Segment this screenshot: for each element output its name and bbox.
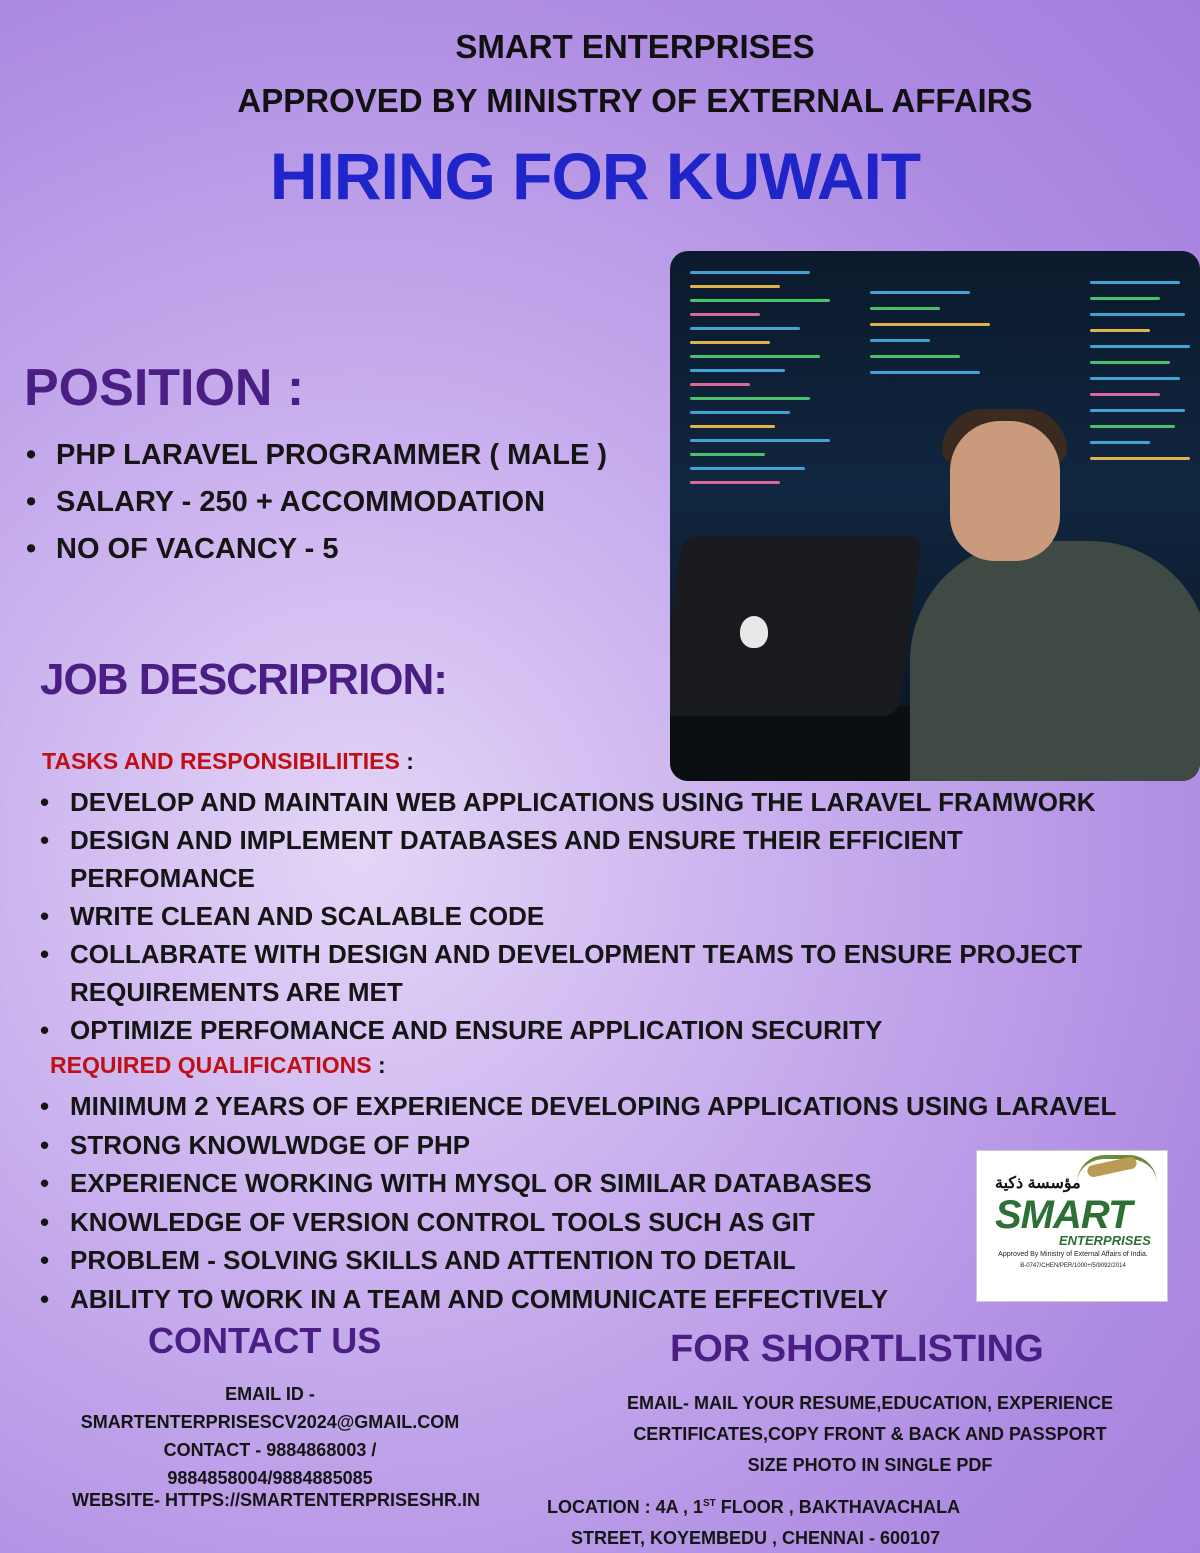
- shortlisting-heading: FOR SHORTLISTING: [670, 1328, 1044, 1370]
- programmer-photo: [670, 251, 1200, 781]
- list-item: • MINIMUM 2 YEARS OF EXPERIENCE DEVELOPING APPLICATIONS USING LARAVEL: [40, 1087, 1200, 1126]
- shortlisting-instructions: [560, 1388, 1180, 1481]
- list-item: • PROBLEM - SOLVING SKILLS AND ATTENTION TO DETAIL: [40, 1241, 1200, 1280]
- tasks-list: [40, 783, 1200, 1049]
- list-item: • COLLABRATE WITH DESIGN AND DEVELOPMENT TEAMS TO ENSURE PROJECT REQUIREMENTS ARE MET: [40, 935, 1200, 1011]
- tasks-heading-text: TASKS AND RESPONSIBILIITIES: [42, 748, 400, 774]
- list-item: • NO OF VACANCY - 5: [26, 526, 607, 573]
- location-sup: ST: [703, 1498, 716, 1509]
- location-part-b: FLOOR , BAKTHAVACHALA: [715, 1497, 961, 1517]
- position-heading: POSITION :: [24, 359, 305, 417]
- job-description-heading: JOB DESCRIPRION:: [40, 655, 447, 704]
- shortlisting-line-2: CERTIFICATES,COPY FRONT & BACK AND PASSPORT: [633, 1424, 1107, 1444]
- tasks-heading-colon: :: [399, 748, 414, 774]
- shortlisting-line-1: EMAIL- MAIL YOUR RESUME,EDUCATION, EXPERIENCE: [626, 1393, 1114, 1413]
- logo-smart-text: SMART: [995, 1193, 1132, 1237]
- shortlisting-line-3: SIZE PHOTO IN SINGLE PDF: [747, 1455, 993, 1475]
- hiring-headline: HIRING FOR KUWAIT: [269, 139, 921, 213]
- list-item: • EXPERIENCE WORKING WITH MYSQL OR SIMILAR DATABASES: [40, 1164, 1200, 1203]
- email-label: EMAIL ID -: [225, 1384, 315, 1404]
- email-address[interactable]: SMARTENTERPRISESCV2024@GMAIL.COM: [80, 1412, 460, 1432]
- list-item: • ABILITY TO WORK IN A TEAM AND COMMUNICATE EFFECTIVELY: [40, 1280, 1200, 1319]
- requirements-heading: [50, 1052, 386, 1079]
- list-item: • DESIGN AND IMPLEMENT DATABASES AND ENSURE THEIR EFFICIENT PERFOMANCE: [40, 821, 1200, 897]
- list-item: • OPTIMIZE PERFOMANCE AND ENSURE APPLICATION SECURITY: [40, 1011, 1200, 1049]
- approval-line: APPROVED BY MINISTRY OF EXTERNAL AFFAIRS: [237, 82, 1033, 119]
- tasks-heading: [42, 748, 414, 775]
- phone-line-2: 9884858004/9884885085: [167, 1468, 373, 1488]
- location-line-2: STREET, KOYEMBEDU , CHENNAI - 600107: [571, 1528, 941, 1548]
- contact-details: [60, 1380, 480, 1492]
- website-link[interactable]: WEBSITE- HTTPS://SMARTENTERPRISESHR.IN: [72, 1490, 481, 1510]
- company-name: SMART ENTERPRISES: [455, 28, 815, 65]
- list-item: • WRITE CLEAN AND SCALABLE CODE: [40, 897, 1200, 935]
- company-logo: [976, 1150, 1168, 1302]
- location-part-a: LOCATION : 4A , 1: [547, 1497, 704, 1517]
- apple-logo-icon: [740, 616, 768, 648]
- logo-arabic-text: مؤسسة ذكية: [995, 1175, 1081, 1192]
- contact-heading: CONTACT US: [148, 1320, 382, 1361]
- position-list: [26, 432, 607, 573]
- list-item: • STRONG KNOWLWDGE OF PHP: [40, 1126, 1200, 1165]
- logo-registration-text: B-0747/CHEN/PER/1000+/5/9092/2014: [1020, 1263, 1126, 1269]
- requirements-heading-text: REQUIRED QUALIFICATIONS: [50, 1052, 372, 1078]
- list-item: • KNOWLEDGE OF VERSION CONTROL TOOLS SUCH AS GIT: [40, 1203, 1200, 1242]
- logo-enterprises-text: ENTERPRISES: [1059, 1233, 1151, 1248]
- phone-line-1: CONTACT - 9884868003 /: [163, 1440, 377, 1460]
- location-address: [547, 1488, 960, 1553]
- list-item: • PHP LARAVEL PROGRAMMER ( MALE ): [26, 432, 607, 479]
- requirements-heading-colon: :: [371, 1052, 386, 1078]
- logo-approval-text: Approved By Ministry of External Affairs of India.: [998, 1251, 1148, 1258]
- list-item: • SALARY - 250 + ACCOMMODATION: [26, 479, 607, 526]
- list-item: • DEVELOP AND MAINTAIN WEB APPLICATIONS USING THE LARAVEL FRAMWORK: [40, 783, 1200, 821]
